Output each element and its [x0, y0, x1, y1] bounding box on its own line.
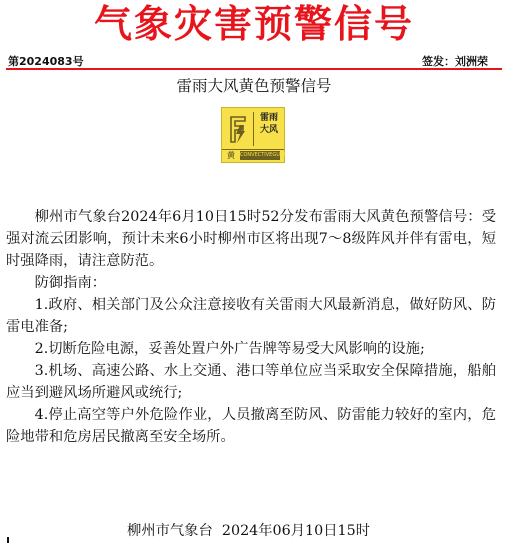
icon-level-label: 黄 — [227, 151, 235, 160]
footer-date: 2024年06月10日15时 — [221, 523, 371, 539]
footer-issuer: 柳州市气象台 — [127, 523, 213, 539]
icon-label — [255, 112, 283, 136]
icon-bottom-strip — [222, 149, 287, 162]
body-paragraph-announcement: 柳州市气象台2024年6月10日15时52分发布雷雨大风黄色预警信号：受强对流云团影响，预计未来6小时柳州市区将出现7～8级阵风并伴有雷电，短时强降雨，请注意防范。 — [6, 209, 496, 269]
body-paragraph-guide-3: 3.机场、高速公路、水上交通、港口等单位应当采取安全保障措施，船舶应当到避风场所避风或统行; — [6, 363, 496, 401]
warning-body — [6, 206, 496, 448]
edge-mark — [7, 537, 9, 543]
thunderstorm-gale-yellow-warning-icon — [221, 107, 285, 163]
lightning-flag-icon — [226, 114, 250, 146]
header-divider — [6, 68, 502, 70]
icon-label-line1: 雷雨 — [259, 113, 278, 123]
document-title: 雷雨大风黄色预警信号 — [176, 77, 332, 95]
body-paragraph-guide-2: 2.切断危险电源，妥善处置户外广告牌等易受大风影响的设施; — [34, 341, 425, 357]
body-paragraph-guide-heading: 防御指南： — [34, 275, 107, 291]
footer — [127, 521, 370, 541]
document-number: 第2024083号 — [8, 55, 84, 68]
signer: 签发：刘洲荣 — [422, 55, 488, 68]
body-paragraph-guide-1: 1.政府、相关部门及公众注意接收有关雷雨大风最新消息，做好防风、防雷电准备; — [6, 297, 496, 335]
meta-row — [8, 53, 488, 67]
icon-divider — [253, 112, 254, 146]
body-paragraph-guide-4: 4.停止高空等户外危险作业，人员撤离至防风、防雷能力较好的室内，危险地带和危房居民撤离至安全场所。 — [6, 407, 496, 445]
masthead-title: 气象灾害预警信号 — [93, 1, 414, 46]
icon-english-label: CONVECTIVEGUST — [240, 152, 287, 158]
icon-label-line2: 大风 — [259, 125, 278, 135]
